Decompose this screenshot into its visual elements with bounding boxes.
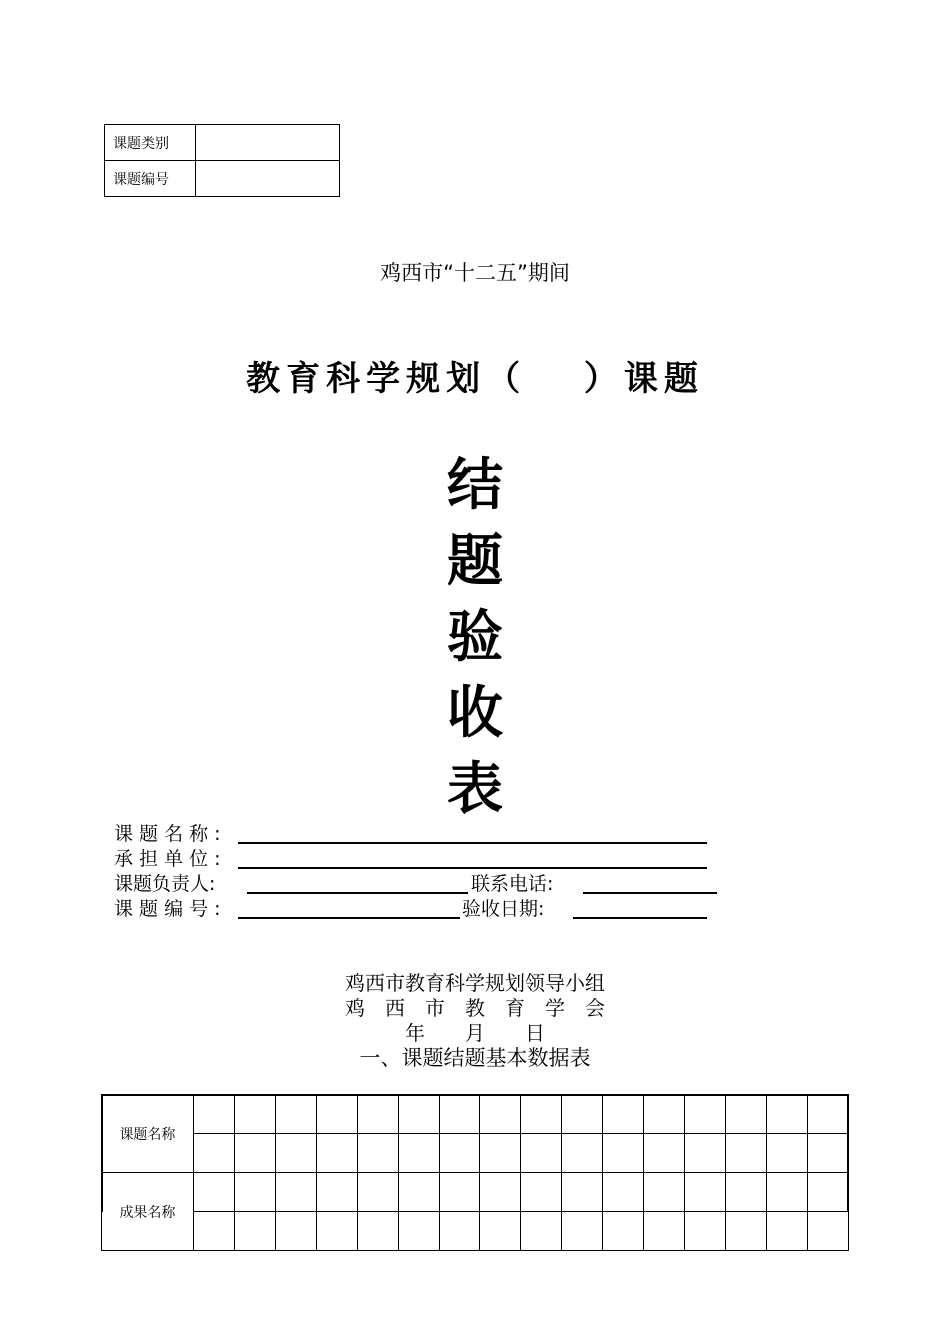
grid-cell[interactable] bbox=[603, 1173, 644, 1212]
grid-cell[interactable] bbox=[316, 1212, 357, 1251]
project-name-field-row bbox=[114, 821, 221, 847]
grid-cell[interactable] bbox=[807, 1095, 848, 1134]
document-title: 教育科学规划（ ）课题 bbox=[246, 359, 704, 399]
grid-cell[interactable] bbox=[480, 1134, 521, 1173]
grid-cell[interactable] bbox=[398, 1134, 439, 1173]
grid-cell[interactable] bbox=[439, 1173, 480, 1212]
grid-cell[interactable] bbox=[275, 1173, 316, 1212]
accept-date-field-row bbox=[462, 896, 544, 922]
vertical-title-char: 收 bbox=[447, 681, 503, 746]
grid-cell[interactable] bbox=[767, 1212, 808, 1251]
project-name-input-line[interactable] bbox=[238, 842, 707, 844]
vertical-title-char: 结 bbox=[447, 453, 503, 518]
grid-cell[interactable] bbox=[234, 1212, 275, 1251]
number-label: 课题编号 bbox=[105, 161, 196, 197]
grid-cell[interactable] bbox=[767, 1173, 808, 1212]
grid-cell[interactable] bbox=[439, 1095, 480, 1134]
number-row bbox=[105, 161, 340, 197]
basic-data-grid bbox=[101, 1094, 849, 1251]
grid-cell[interactable] bbox=[603, 1212, 644, 1251]
unit-label: 承 担 单 位 : bbox=[114, 848, 221, 870]
project-name-label: 课 题 名 称 : bbox=[114, 823, 221, 845]
grid-cell[interactable] bbox=[439, 1134, 480, 1173]
vertical-title-char: 验 bbox=[447, 605, 503, 670]
grid-cell[interactable] bbox=[685, 1095, 726, 1134]
grid-cell[interactable] bbox=[562, 1095, 603, 1134]
grid-cell[interactable] bbox=[521, 1134, 562, 1173]
grid-cell[interactable] bbox=[193, 1173, 234, 1212]
grid-cell[interactable] bbox=[398, 1212, 439, 1251]
table-row bbox=[102, 1134, 849, 1173]
row-label: 成果名称 bbox=[102, 1173, 194, 1251]
project-number-input-line[interactable] bbox=[238, 917, 460, 919]
grid-cell[interactable] bbox=[685, 1134, 726, 1173]
accept-date-input-line[interactable] bbox=[573, 917, 707, 919]
grid-cell[interactable] bbox=[357, 1173, 398, 1212]
grid-cell[interactable] bbox=[357, 1095, 398, 1134]
unit-field-row bbox=[114, 846, 221, 872]
grid-cell[interactable] bbox=[685, 1173, 726, 1212]
leader-input-line[interactable] bbox=[247, 892, 468, 894]
org-name-1: 鸡西市教育科学规划领导小组 bbox=[345, 971, 605, 995]
grid-cell[interactable] bbox=[193, 1134, 234, 1173]
row-label: 课题名称 bbox=[102, 1095, 194, 1173]
grid-cell[interactable] bbox=[644, 1095, 685, 1134]
grid-cell[interactable] bbox=[726, 1212, 767, 1251]
grid-cell[interactable] bbox=[193, 1095, 234, 1134]
grid-cell[interactable] bbox=[644, 1173, 685, 1212]
grid-cell[interactable] bbox=[357, 1134, 398, 1173]
grid-cell[interactable] bbox=[275, 1095, 316, 1134]
category-table bbox=[104, 124, 340, 197]
basic-data-table bbox=[101, 1094, 849, 1221]
accept-date-label: 验收日期: bbox=[462, 898, 545, 920]
grid-cell[interactable] bbox=[521, 1095, 562, 1134]
grid-cell[interactable] bbox=[767, 1095, 808, 1134]
document-subtitle: 鸡西市“十二五”期间 bbox=[380, 261, 570, 285]
grid-cell[interactable] bbox=[562, 1173, 603, 1212]
grid-cell[interactable] bbox=[726, 1095, 767, 1134]
project-number-field-row bbox=[114, 896, 221, 922]
grid-cell[interactable] bbox=[521, 1212, 562, 1251]
table-row bbox=[102, 1212, 849, 1251]
grid-cell[interactable] bbox=[193, 1212, 234, 1251]
grid-cell[interactable] bbox=[398, 1173, 439, 1212]
phone-input-line[interactable] bbox=[583, 892, 717, 894]
leader-field-row bbox=[114, 871, 215, 897]
category-value-field[interactable] bbox=[196, 125, 340, 161]
grid-cell[interactable] bbox=[726, 1173, 767, 1212]
grid-cell[interactable] bbox=[807, 1134, 848, 1173]
number-value-field[interactable] bbox=[196, 161, 340, 197]
grid-cell[interactable] bbox=[234, 1095, 275, 1134]
grid-cell[interactable] bbox=[767, 1134, 808, 1173]
grid-cell[interactable] bbox=[275, 1134, 316, 1173]
unit-input-line[interactable] bbox=[238, 867, 707, 869]
phone-field-row bbox=[471, 871, 553, 897]
grid-cell[interactable] bbox=[275, 1212, 316, 1251]
grid-cell[interactable] bbox=[398, 1095, 439, 1134]
section-title: 一、课题结题基本数据表 bbox=[359, 1046, 591, 1070]
grid-cell[interactable] bbox=[644, 1212, 685, 1251]
table-left-border bbox=[101, 1094, 103, 1212]
grid-cell[interactable] bbox=[726, 1134, 767, 1173]
grid-cell[interactable] bbox=[521, 1173, 562, 1212]
grid-cell[interactable] bbox=[480, 1212, 521, 1251]
grid-cell[interactable] bbox=[644, 1134, 685, 1173]
grid-cell[interactable] bbox=[480, 1173, 521, 1212]
grid-cell[interactable] bbox=[439, 1212, 480, 1251]
grid-cell[interactable] bbox=[807, 1212, 848, 1251]
table-right-border bbox=[847, 1094, 849, 1212]
grid-cell[interactable] bbox=[234, 1173, 275, 1212]
table-row bbox=[102, 1095, 849, 1134]
category-label: 课题类别 bbox=[105, 125, 196, 161]
grid-cell[interactable] bbox=[234, 1134, 275, 1173]
vertical-title-char: 表 bbox=[447, 757, 503, 822]
grid-cell[interactable] bbox=[603, 1095, 644, 1134]
grid-cell[interactable] bbox=[316, 1173, 357, 1212]
table-top-border bbox=[101, 1094, 849, 1096]
org-name-2: 鸡 西 市 教 育 学 会 bbox=[345, 996, 605, 1020]
grid-cell[interactable] bbox=[562, 1212, 603, 1251]
grid-cell[interactable] bbox=[357, 1212, 398, 1251]
grid-cell[interactable] bbox=[685, 1212, 726, 1251]
date-line: 年 月 日 bbox=[405, 1021, 545, 1045]
grid-cell[interactable] bbox=[480, 1095, 521, 1134]
grid-cell[interactable] bbox=[603, 1134, 644, 1173]
vertical-title-char: 题 bbox=[447, 529, 503, 594]
grid-cell[interactable] bbox=[807, 1173, 848, 1212]
grid-cell[interactable] bbox=[316, 1095, 357, 1134]
grid-cell[interactable] bbox=[316, 1134, 357, 1173]
grid-cell[interactable] bbox=[562, 1134, 603, 1173]
leader-label: 课题负责人: bbox=[114, 873, 216, 895]
category-row bbox=[105, 125, 340, 161]
phone-label: 联系电话: bbox=[471, 873, 554, 895]
table-row bbox=[102, 1173, 849, 1212]
project-number-label: 课 题 编 号 : bbox=[114, 898, 221, 920]
